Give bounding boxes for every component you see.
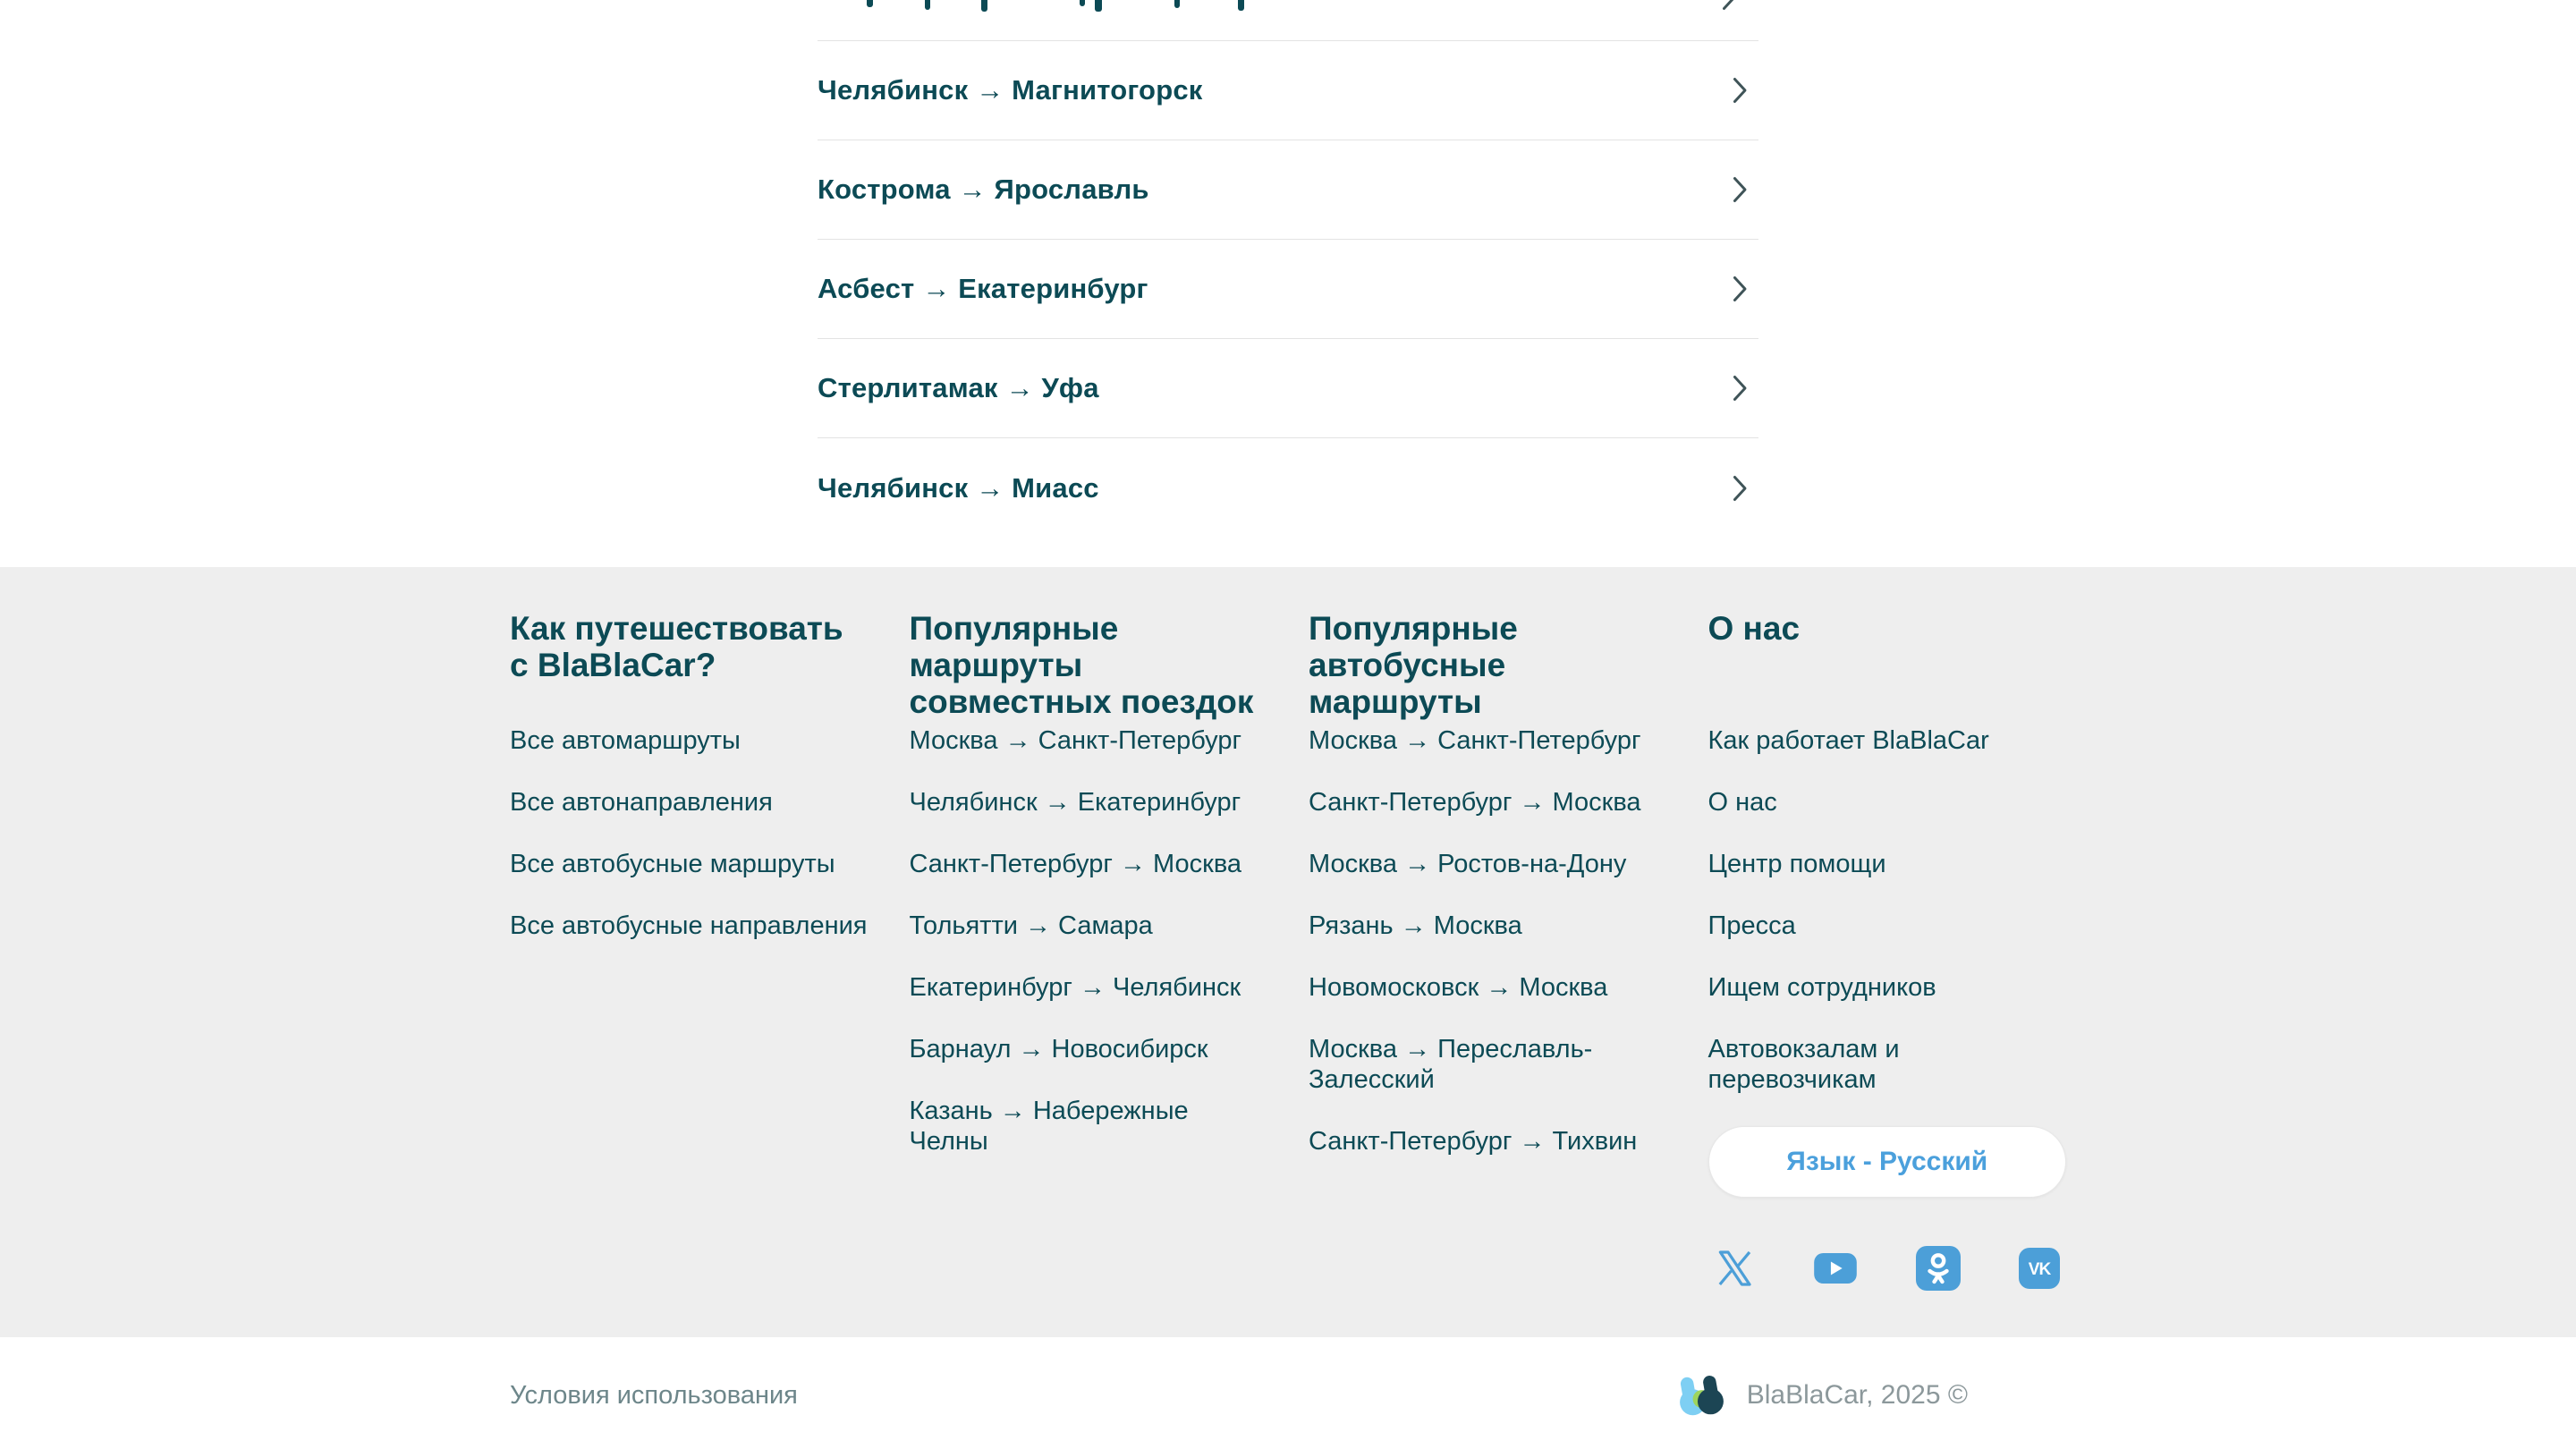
footer-link[interactable]: Ищем сотрудников [1707, 973, 1936, 1002]
route-link-row[interactable] [818, 240, 1758, 339]
route-label: Челябинск → Магнитогорск [818, 74, 1203, 106]
footer-link[interactable]: Все автомаршруты [510, 726, 741, 755]
social-icons-row [1714, 1246, 2061, 1291]
footer-link[interactable]: Все автобусные направления [510, 911, 868, 940]
footer-column-title: Популярные автобусные маршруты [1309, 610, 1518, 720]
footer-link[interactable]: Санкт-Петербург → Тихвин [1309, 1127, 1638, 1156]
footer-column-title: Популярные маршруты совместных поездок [909, 610, 1254, 720]
footer-link[interactable]: Москва → Санкт-Петербург [909, 726, 1242, 755]
chevron-right-icon [1733, 77, 1748, 104]
route-link-row[interactable] [818, 140, 1758, 240]
site-footer [0, 567, 2576, 1337]
footer-link[interactable]: Москва → Санкт-Петербург [1309, 726, 1641, 755]
footer-link[interactable]: Новомосковск → Москва [1309, 973, 1608, 1002]
route-label: Челябинск → Миасс [818, 471, 1099, 504]
footer-links-list [910, 725, 1268, 1157]
footer-links-list [510, 725, 869, 941]
clipped-text-fragment [981, 0, 987, 12]
footer-link[interactable]: Все автонаправления [510, 788, 773, 817]
blablacar-logo [1676, 1375, 1727, 1417]
footer-link[interactable]: Автовокзалам и перевозчикам [1707, 1035, 1900, 1094]
footer-link[interactable]: О нас [1707, 788, 1777, 817]
footer-column-popular-bus-routes [1309, 610, 1667, 1291]
route-link-row[interactable] [818, 41, 1758, 140]
x-twitter-icon[interactable] [1714, 1248, 1756, 1289]
brand-copyright-group [1676, 1375, 1968, 1417]
route-link-row[interactable] [818, 438, 1758, 538]
vk-icon[interactable] [2019, 1248, 2060, 1289]
footer-links-list [1708, 725, 2067, 1095]
route-link-row-clipped[interactable] [818, 0, 1758, 41]
footer-link[interactable]: Как работает BlaBlaCar [1707, 726, 1989, 755]
chevron-right-icon [1733, 275, 1748, 302]
clipped-text-fragment [1238, 0, 1244, 11]
youtube-icon[interactable] [1814, 1253, 1857, 1284]
footer-link[interactable]: Москва → Переславль-Залесский [1309, 1035, 1593, 1094]
route-label: Кострома → Ярославль [818, 174, 1149, 205]
footer-link[interactable]: Москва → Ростов-на-Дону [1309, 850, 1627, 878]
clipped-text-fragment [1174, 0, 1180, 8]
route-rows-host [818, 41, 1758, 538]
footer-link[interactable]: Все автобусные маршруты [510, 850, 835, 878]
footer-link[interactable]: Барнаул → Новосибирск [909, 1035, 1208, 1063]
chevron-right-icon [1733, 475, 1748, 502]
footer-link[interactable]: Тольятти → Самара [909, 911, 1153, 940]
footer-links-list [1309, 725, 1667, 1157]
footer-column-about-us [1708, 610, 2067, 1291]
footer-column-popular-carpool-routes [910, 610, 1268, 1291]
odnoklassniki-icon[interactable] [1916, 1246, 1961, 1291]
footer-link[interactable]: Центр помощи [1707, 850, 1886, 878]
clipped-text-fragment [867, 0, 873, 7]
chevron-right-icon [1733, 375, 1748, 402]
clipped-text-fragment [1080, 0, 1085, 6]
footer-link[interactable]: Челябинск → Екатеринбург [909, 788, 1241, 817]
route-label: Стерлитамак → Уфа [818, 372, 1099, 403]
svg-text:VK: VK [2029, 1260, 2051, 1279]
copyright-text: BlaBlaCar, 2025 © [1746, 1380, 1968, 1410]
footer-column-how-to-travel [510, 610, 869, 1291]
routes-list [818, 0, 1758, 538]
footer-link[interactable]: Казань → Набережные Челны [909, 1097, 1189, 1156]
footer-column-title: Как путешествовать с BlaBlaCar? [510, 610, 843, 683]
clipped-text-fragment [1095, 0, 1102, 12]
language-selector-button[interactable]: Язык - Русский [1708, 1126, 2067, 1198]
popular-routes-section [0, 0, 2576, 538]
route-link-row[interactable] [818, 339, 1758, 438]
chevron-right-icon [1722, 0, 1737, 11]
footer-link[interactable]: Екатеринбург → Челябинск [909, 973, 1241, 1002]
footer-column-title: О нас [1707, 610, 1801, 647]
footer-link[interactable]: Рязань → Москва [1309, 911, 1522, 940]
chevron-right-icon [1733, 176, 1748, 203]
terms-of-use-link[interactable]: Условия использования [510, 1380, 798, 1410]
route-label: Асбест → Екатеринбург [818, 273, 1148, 304]
bottom-bar [0, 1337, 2576, 1449]
footer-link[interactable]: Санкт-Петербург → Москва [909, 850, 1242, 878]
footer-link[interactable]: Пресса [1707, 911, 1796, 940]
clipped-text-fragment [925, 0, 930, 10]
footer-link[interactable]: Санкт-Петербург → Москва [1309, 788, 1641, 817]
